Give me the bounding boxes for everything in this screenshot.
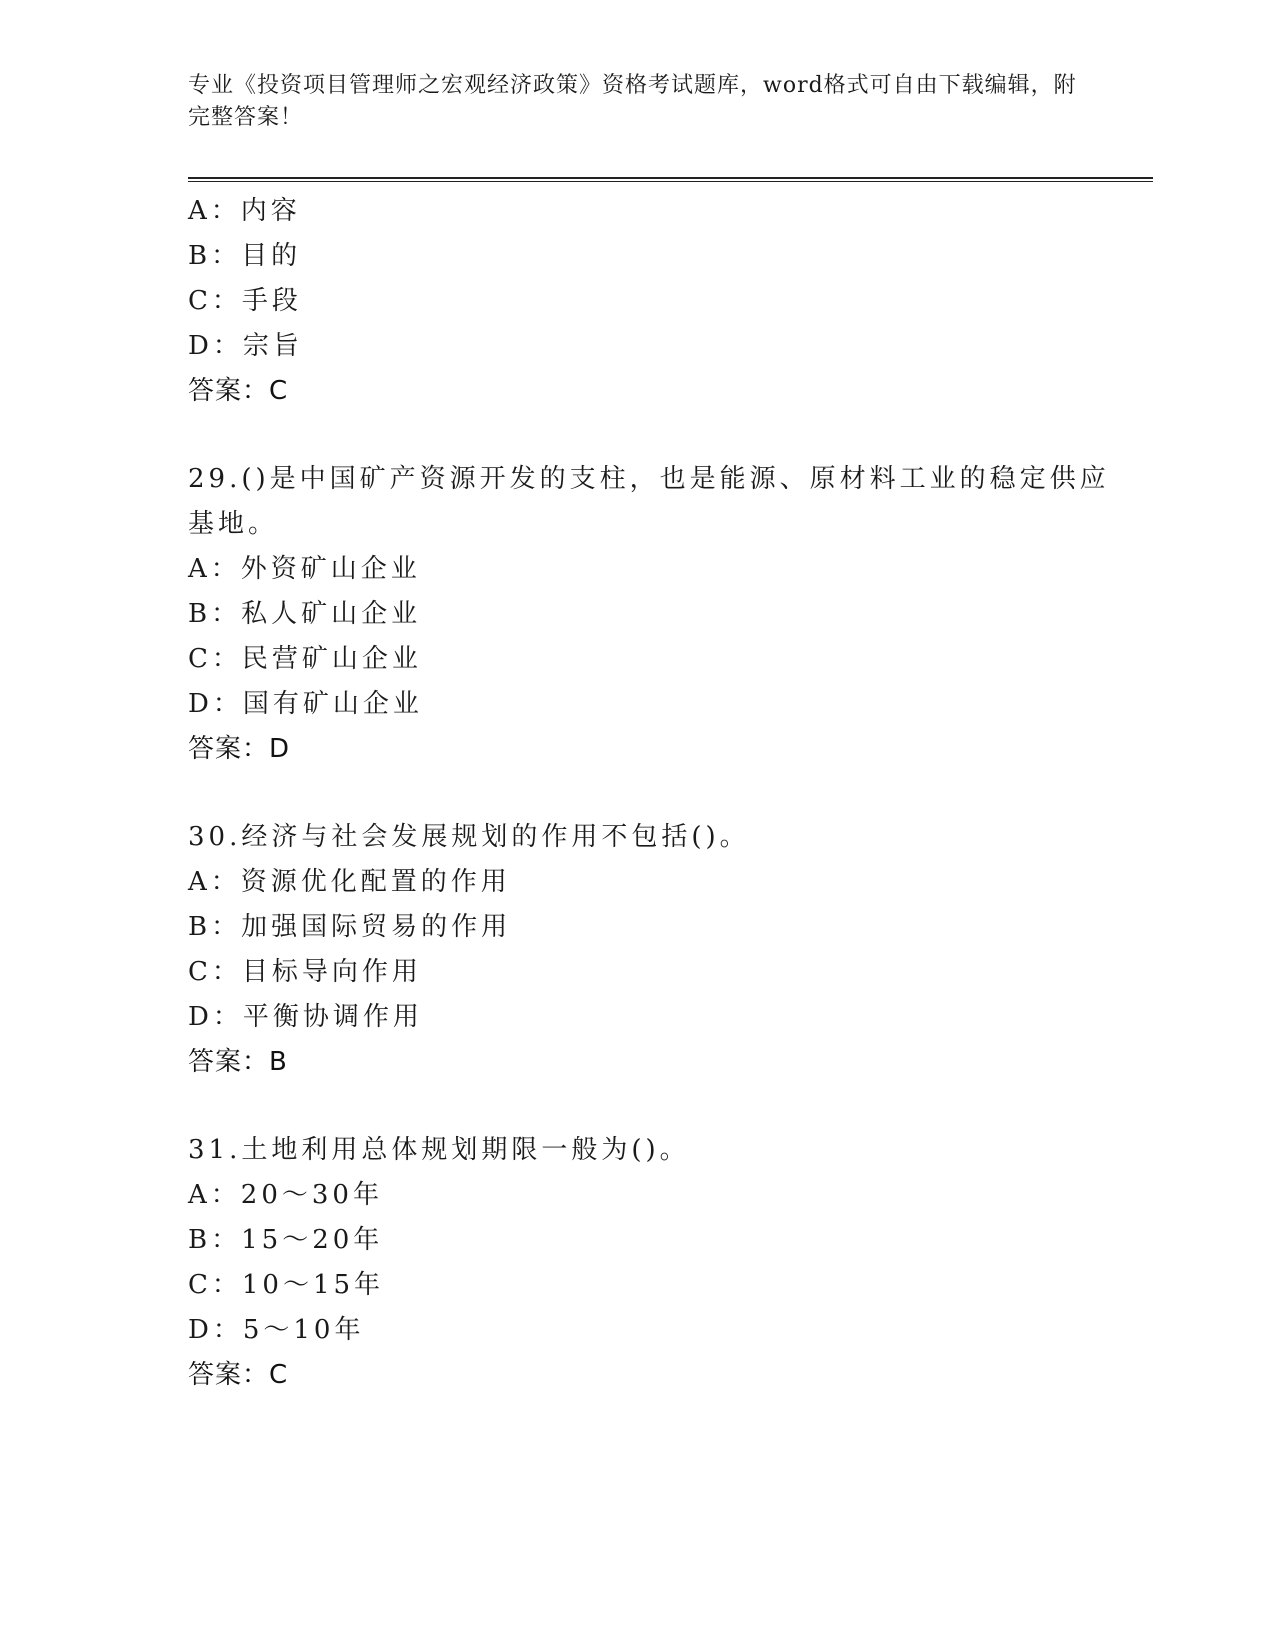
option-c: C：民营矿山企业 — [188, 644, 422, 674]
option-a: A：20～30年 — [188, 1180, 383, 1210]
question-stem-cont: 基地。 — [188, 509, 279, 539]
question-stem: 31.土地利用总体规划期限一般为()。 — [188, 1135, 690, 1165]
option-c: C：10～15年 — [188, 1270, 385, 1300]
question-stem: 29.()是中国矿产资源开发的支柱，也是能源、原材料工业的稳定供应 — [188, 464, 1110, 494]
option-c: C：目标导向作用 — [188, 957, 422, 987]
document-header: 专业《投资项目管理师之宏观经济政策》资格考试题库，word格式可自由下载编辑，附完整答案！ — [188, 73, 1077, 130]
header-divider — [188, 177, 1153, 179]
option-a: A：内容 — [188, 196, 301, 226]
option-d: D：国有矿山企业 — [188, 689, 423, 719]
option-b: B：加强国际贸易的作用 — [188, 912, 512, 942]
option-d: D：宗旨 — [188, 331, 303, 361]
option-b: B：15～20年 — [188, 1225, 384, 1255]
answer-line: 答案：C — [188, 376, 289, 406]
option-b: B：私人矿山企业 — [188, 599, 422, 629]
answer-line: 答案：C — [188, 1360, 289, 1390]
question-stem: 30.经济与社会发展规划的作用不包括()。 — [188, 822, 750, 852]
header-divider-thin — [188, 181, 1153, 182]
option-a: A：资源优化配置的作用 — [188, 867, 511, 897]
option-d: D：5～10年 — [188, 1315, 365, 1345]
option-d: D：平衡协调作用 — [188, 1002, 423, 1032]
answer-line: 答案：B — [188, 1047, 288, 1077]
option-c: C：手段 — [188, 286, 302, 316]
option-b: B：目的 — [188, 241, 302, 271]
option-a: A：外资矿山企业 — [188, 554, 421, 584]
answer-line: 答案：D — [188, 734, 291, 764]
